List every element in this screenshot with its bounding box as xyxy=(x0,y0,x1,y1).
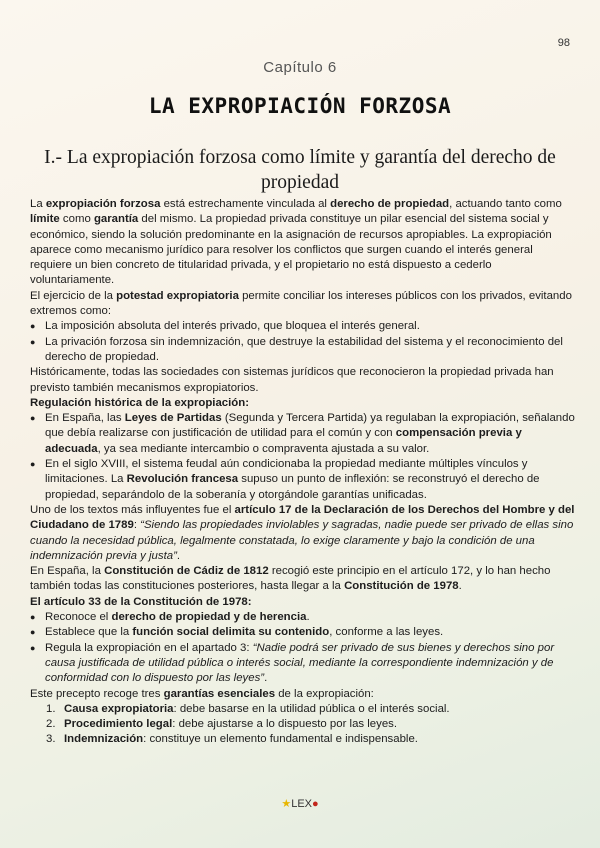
section-title: I.- La expropiación forzosa como límite y garantía del derecho de propiedad xyxy=(44,147,556,193)
guarantees-list xyxy=(30,702,575,748)
list-item: ● Regula la expropiación en el apartado 3: “Nadie podrá ser privado de sus bienes y derechos sino por causa justificada de utilidad pública o interés social, mediante la correspondiente indemnización y de conformidad con lo dispuesto por las leyes”. xyxy=(30,641,575,687)
chapter-label: Capítulo 6 xyxy=(263,59,337,76)
paragraph-historic: Históricamente, todas las sociedades con sistemas jurídicos que reconocieron la propiedad privada han previsto también mecanismos expropiatorios. xyxy=(30,366,554,394)
extremes-list xyxy=(30,319,575,365)
star-icon: ★ xyxy=(281,798,292,810)
page-number: 98 xyxy=(557,37,570,49)
paragraph-intro: La expropiación forzosa está estrechamente vinculada al derecho de propiedad, actuando tanto como límite como garantía del mismo. La propiedad privada constituye un pilar esencial del sistema social y económico, siendo la solución predominante en la asignación de recursos apropiables. La expropiación aparece como mecanismo jurídico para resolver los conflictos que surgen cuando el interés general requiere un bien concreto de titularidad privada, y el propietario no está dispuesto a cederlo voluntariamente. xyxy=(30,198,562,287)
list-item: 1. Causa expropiatoria: debe basarse en la utilidad pública o el interés social. xyxy=(46,702,450,715)
paragraph-cadiz: En España, la Constitución de Cádiz de 1812 recogió este principio en el artículo 172, y lo han hecho también todas las constituciones posteriores, hasta llegar a la Constitución de 1978. xyxy=(30,565,551,593)
list-item: ● La imposición absoluta del interés privado, que bloquea el interés general. xyxy=(30,319,575,334)
list-item: ● Reconoce el derecho de propiedad y de herencia. xyxy=(30,610,575,625)
drop-icon: ● xyxy=(312,798,319,810)
paragraph-declaration: Uno de los textos más influyentes fue el artículo 17 de la Declaración de los Derechos del Hombre y del Ciudadano de 1789: “Siendo las propiedades inviolables y sagradas, nadie puede ser privado de ellas sino cuando la necesidad pública, legalmente constatada, lo exige claramente y bajo la condición de una indemnización previa y justa”. xyxy=(30,503,575,562)
list-item: ● La privación forzosa sin indemnización, que destruye la estabilidad del sistema y el reconocimiento del derecho de propiedad. xyxy=(30,335,575,366)
paragraph-guarantees: Este precepto recoge tres garantías esenciales de la expropiación: xyxy=(30,687,374,700)
list-item: 2. Procedimiento legal: debe ajustarse a lo dispuesto por las leyes. xyxy=(46,718,398,731)
list-item: 3. Indemnización: constituye un elemento fundamental e indispensable. xyxy=(46,733,418,746)
heading-regulation: Regulación histórica de la expropiación: xyxy=(30,396,250,409)
body-text xyxy=(30,197,575,748)
footer-logo xyxy=(0,797,600,810)
paragraph-potestad: El ejercicio de la potestad expropiatoria permite conciliar los intereses públicos con los privados, evitando extremos como: xyxy=(30,289,572,318)
heading-art33: El artículo 33 de la Constitución de 1978: xyxy=(30,595,252,608)
list-item: ● Establece que la función social delimita su contenido, conforme a las leyes. xyxy=(30,625,575,640)
footer-brand: LEX xyxy=(291,798,312,810)
regulation-list xyxy=(30,411,575,503)
art33-list xyxy=(30,610,575,686)
list-item: ● En el siglo XVIII, el sistema feudal aún condicionaba la propiedad mediante múltiples vínculos y limitaciones. La Revolución francesa supuso un punto de inflexión: se reconstruyó el derecho de propiedad, separándolo de la soberanía y otorgándole garantías unificadas. xyxy=(30,457,575,503)
page-title: LA EXPROPIACIÓN FORZOSA xyxy=(148,94,452,118)
list-item: ● En España, las Leyes de Partidas (Segunda y Tercera Partida) ya regulaban la expropiación, señalando que debía realizarse con justificación de utilidad para el común y con compensación previa y adecuada, ya sea mediante intercambio o compraventa ajustada a su valor. xyxy=(30,411,575,457)
